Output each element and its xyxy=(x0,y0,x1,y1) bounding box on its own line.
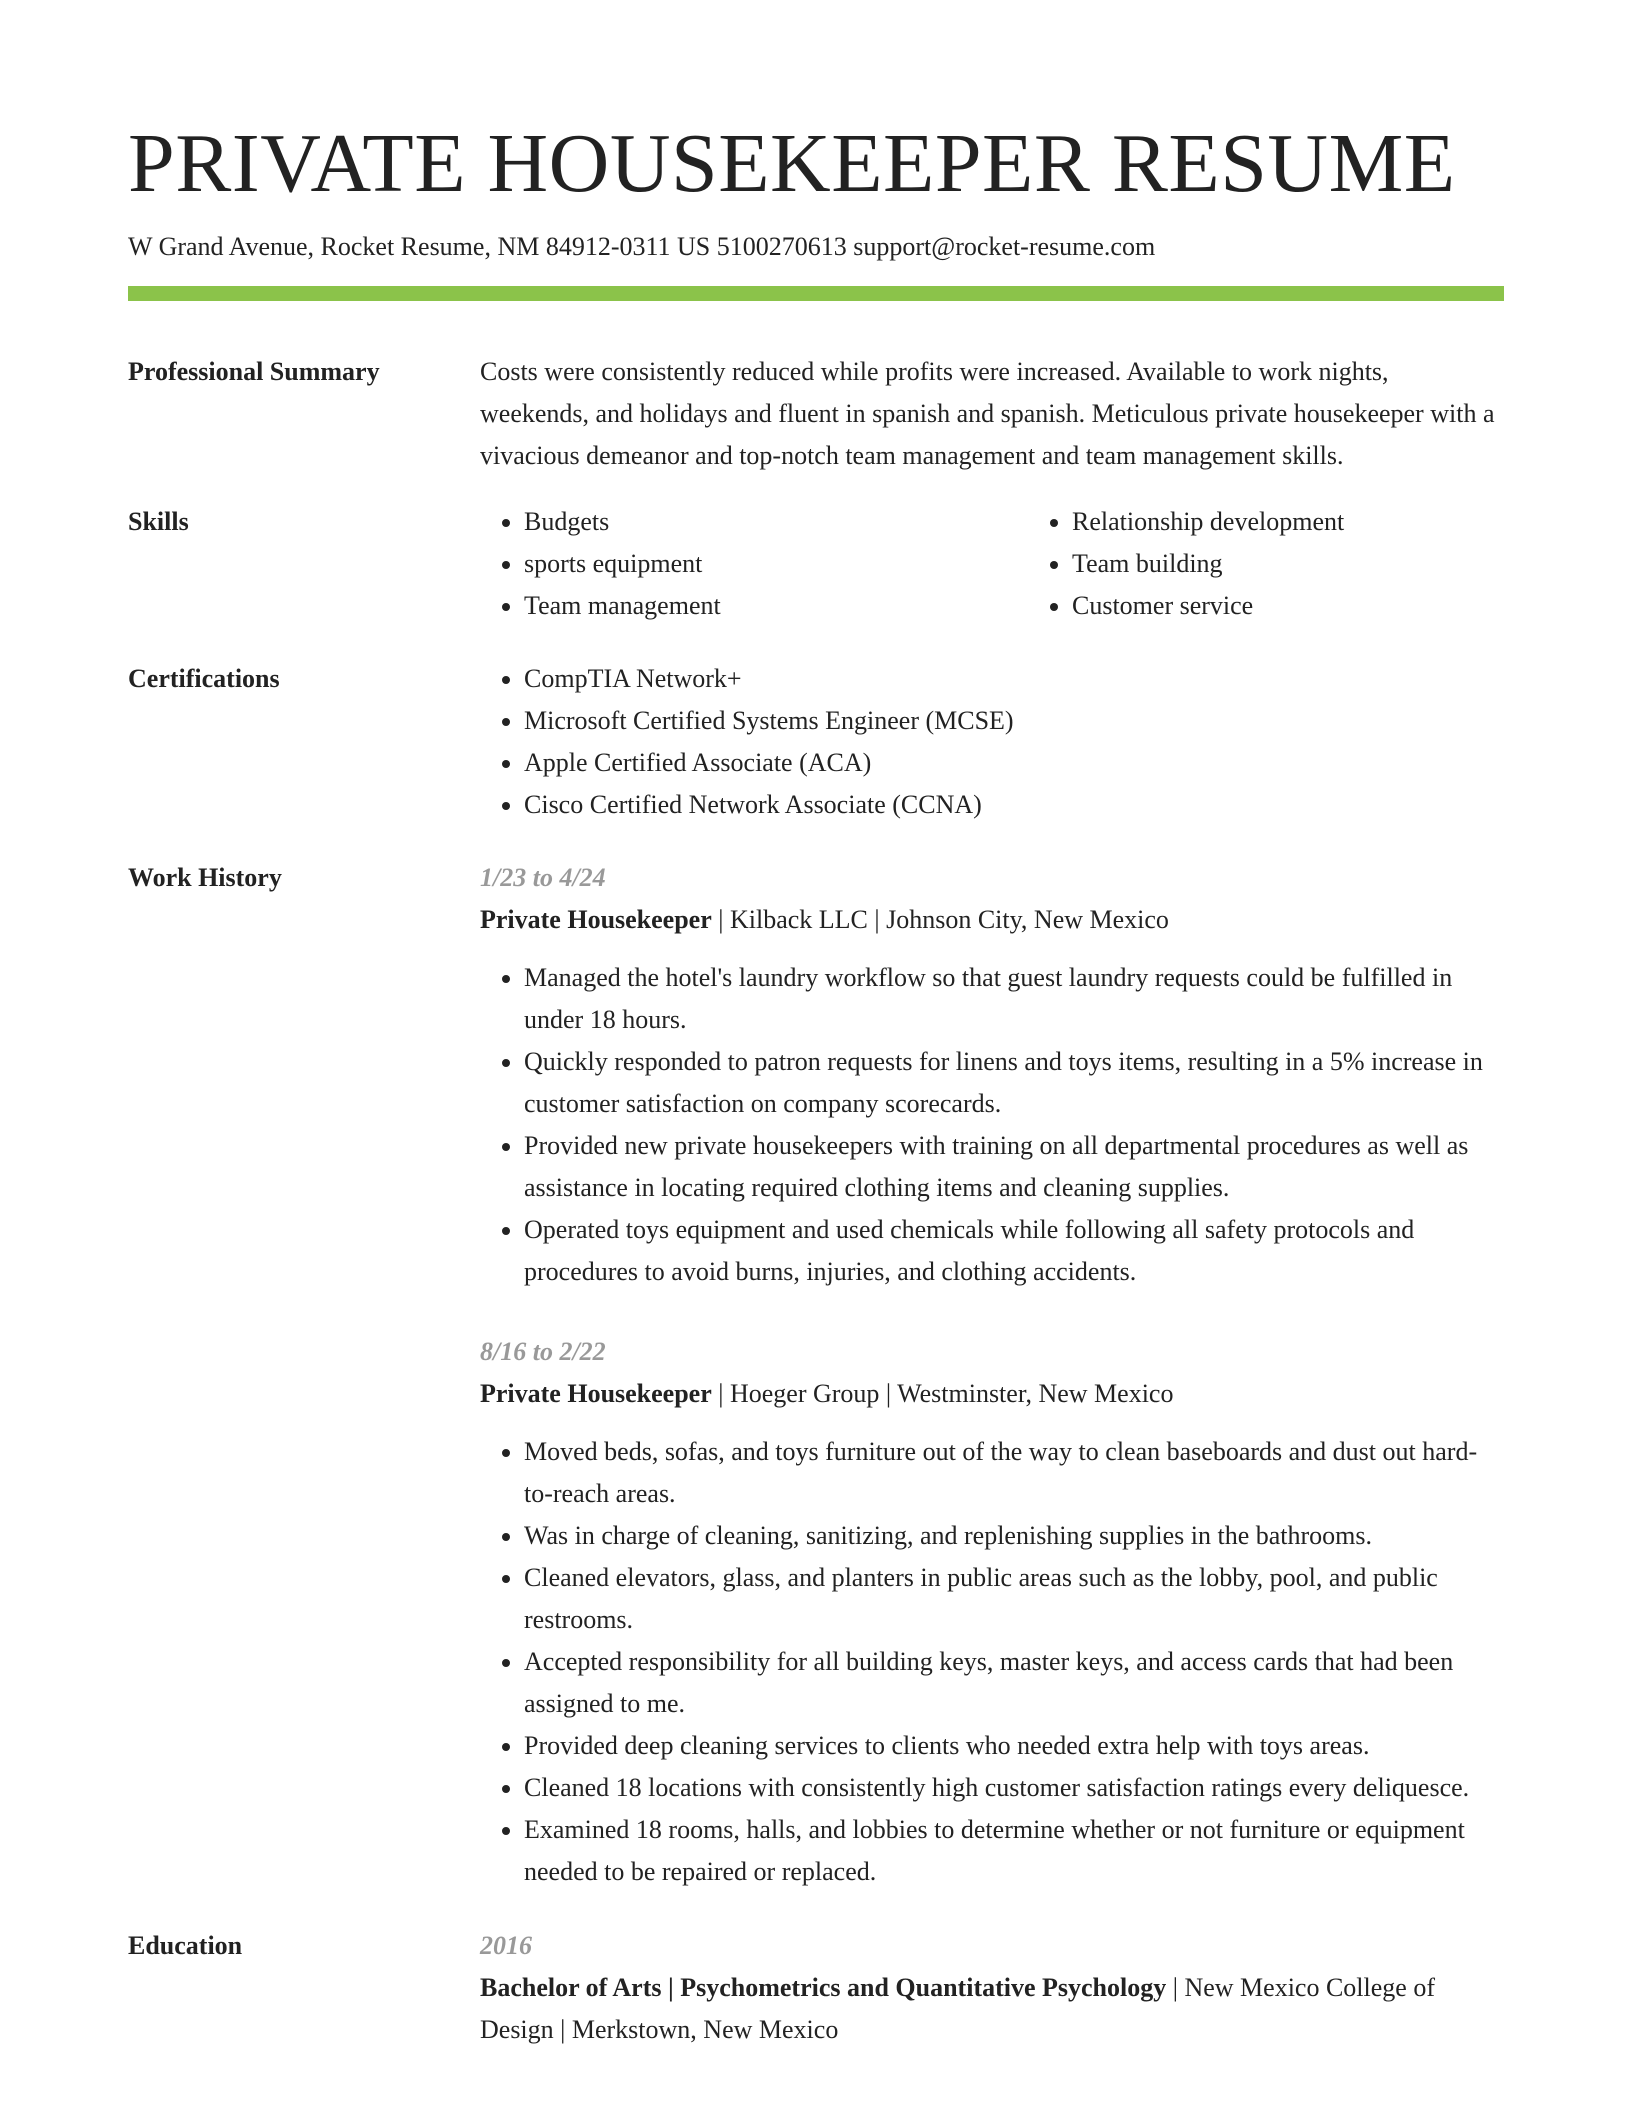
job-title-line xyxy=(480,1373,1504,1415)
job-entry xyxy=(480,1331,1504,1893)
job-bullets xyxy=(480,1431,1504,1893)
work-history-section xyxy=(128,857,1504,1893)
job-bullet: • Provided deep cleaning services to clients who needed extra help with toys areas. xyxy=(524,1725,1504,1767)
education-label: Education xyxy=(128,1931,243,1961)
skill-item: • Team building xyxy=(1072,543,1344,585)
job-bullet: • Accepted responsibility for all building keys, master keys, and access cards that had been assigned to me. xyxy=(524,1641,1504,1725)
job-dates: 1/23 to 4/24 xyxy=(480,863,606,893)
job-title-line xyxy=(480,899,1504,941)
skill-item: • Budgets xyxy=(524,501,1028,543)
job-bullet: • Operated toys equipment and used chemicals while following all safety protocols and procedures to avoid burns, injuries, and clothing accidents. xyxy=(524,1209,1504,1293)
accent-divider xyxy=(128,286,1504,301)
skills-section xyxy=(128,501,1504,627)
certifications-section xyxy=(128,658,1504,826)
skill-item: • Relationship development xyxy=(1072,501,1344,543)
skill-item: • Customer service xyxy=(1072,585,1344,627)
job-bullet: • Moved beds, sofas, and toys furniture out of the way to clean baseboards and dust out hard-to-reach areas. xyxy=(524,1431,1504,1515)
summary-section xyxy=(128,351,1504,477)
job-bullet: • Provided new private housekeepers with training on all departmental procedures as well as assistance in locating required clothing items and cleaning supplies. xyxy=(524,1125,1504,1209)
certifications-label: Certifications xyxy=(128,664,280,694)
job-bullet: • Cleaned 18 locations with consistently high customer satisfaction ratings every deliquesce. xyxy=(524,1767,1504,1809)
education-school: | New Mexico College of Design | Merkstown, New Mexico xyxy=(480,1973,1435,2045)
work-history-content xyxy=(480,857,1504,1893)
certification-item: • CompTIA Network+ xyxy=(524,658,1504,700)
job-bullet: • Quickly responded to patron requests for linens and toys items, resulting in a 5% increase in customer satisfaction on company scorecards. xyxy=(524,1041,1504,1125)
resume-title: PRIVATE HOUSEKEEPER RESUME xyxy=(128,117,1456,210)
job-bullets xyxy=(480,957,1504,1293)
job-bullet: • Managed the hotel's laundry workflow so that guest laundry requests could be fulfilled in under 18 hours. xyxy=(524,957,1504,1041)
skills-column-1 xyxy=(480,501,1028,627)
skill-item: • sports equipment xyxy=(524,543,1028,585)
skills-grid xyxy=(480,501,1504,627)
contact-info: W Grand Avenue, Rocket Resume, NM 84912-0311 US 5100270613 support@rocket-resume.com xyxy=(128,232,1156,262)
education-section xyxy=(128,1925,1504,2051)
education-year: 2016 xyxy=(480,1931,532,1961)
skills-label: Skills xyxy=(128,507,189,537)
job-bullet: • Cleaned elevators, glass, and planters in public areas such as the lobby, pool, and public restrooms. xyxy=(524,1557,1504,1641)
summary-text: Costs were consistently reduced while profits were increased. Available to work nights, weekends, and holidays and fluent in spanish and spanish. Meticulous private housekeeper with a vivacious demeanor and top-notch team management and team management skills. xyxy=(480,357,1495,471)
certification-item: • Apple Certified Associate (ACA) xyxy=(524,742,1504,784)
work-history-label: Work History xyxy=(128,863,282,893)
certification-item: • Microsoft Certified Systems Engineer (MCSE) xyxy=(524,700,1504,742)
education-line xyxy=(480,1967,1504,2051)
job-dates: 8/16 to 2/22 xyxy=(480,1337,606,1367)
education-degree: Bachelor of Arts | Psychometrics and Quantitative Psychology xyxy=(480,1973,1167,2003)
certification-item: • Cisco Certified Network Associate (CCNA) xyxy=(524,784,1504,826)
job-details: | Hoeger Group | Westminster, New Mexico xyxy=(711,1379,1174,1409)
job-role: Private Housekeeper xyxy=(480,905,712,935)
summary-label: Professional Summary xyxy=(128,357,380,387)
certifications-list xyxy=(480,658,1504,826)
job-bullet: • Examined 18 rooms, halls, and lobbies to determine whether or not furniture or equipment needed to be repaired or replaced. xyxy=(524,1809,1504,1893)
job-details: | Kilback LLC | Johnson City, New Mexico xyxy=(711,905,1169,935)
education-content xyxy=(480,1925,1504,2051)
job-entry xyxy=(480,857,1504,1293)
skills-column-2 xyxy=(1028,501,1344,627)
job-bullet: • Was in charge of cleaning, sanitizing, and replenishing supplies in the bathrooms. xyxy=(524,1515,1504,1557)
certifications-content xyxy=(480,658,1504,826)
job-role: Private Housekeeper xyxy=(480,1379,712,1409)
skill-item: • Team management xyxy=(524,585,1028,627)
